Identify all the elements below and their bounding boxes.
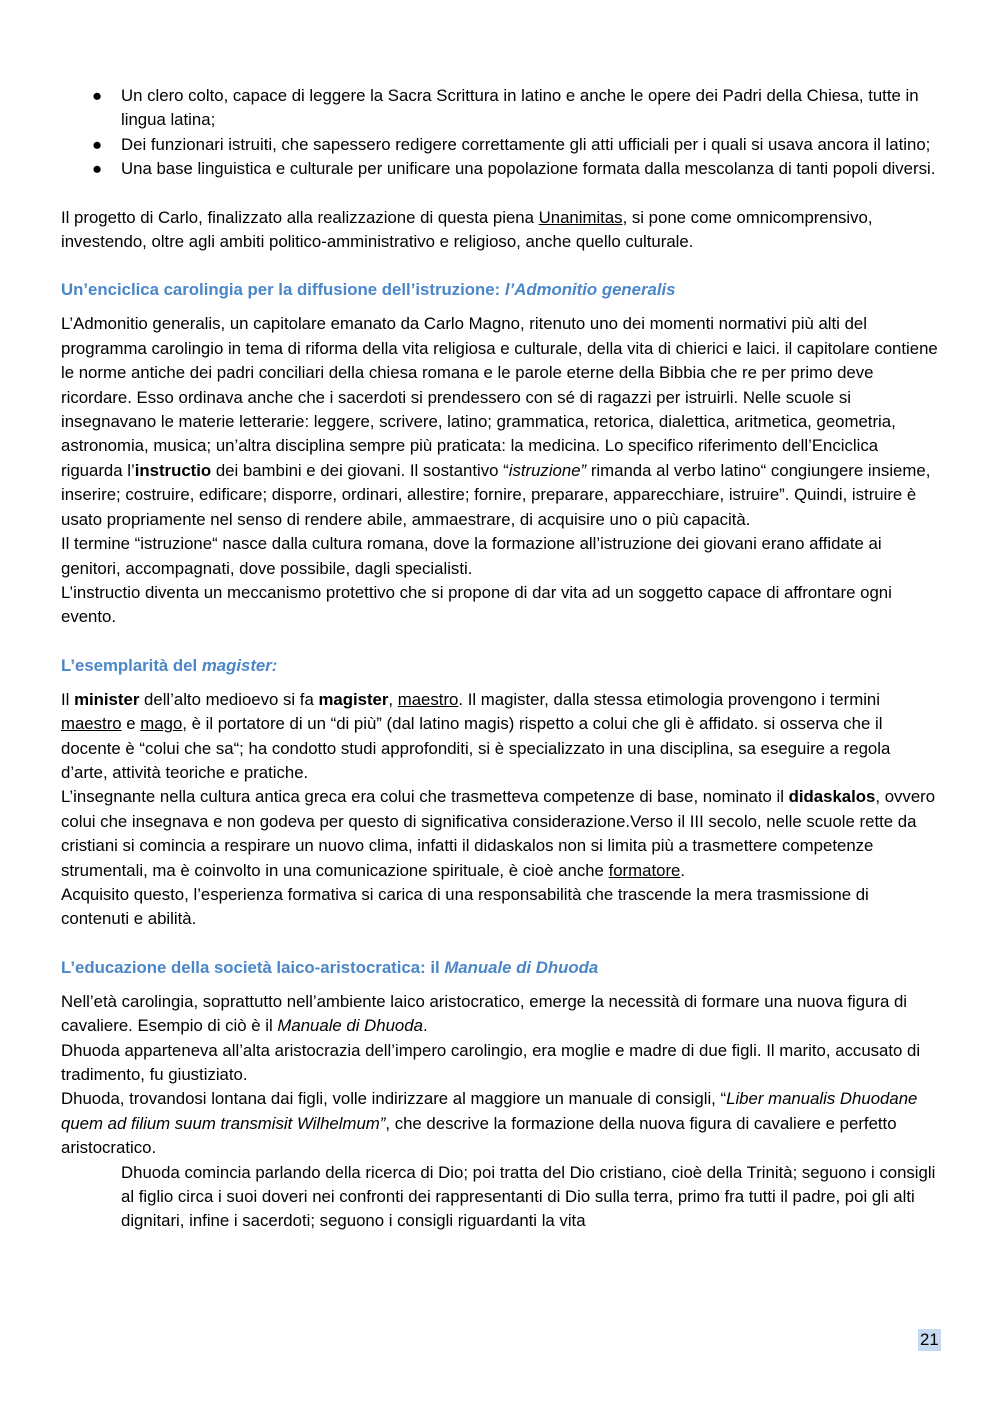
underlined-term: Unanimitas [538, 207, 623, 227]
italic-term: istruzione” [508, 460, 587, 480]
paragraph: Il termine “istruzione“ nasce dalla cultura romana, dove la formazione all’istruzione dei giovani erano affidate ai genitori, accompagnati, dove possibile, dagli specialisti. [61, 534, 882, 578]
paragraph: L’instructio diventa un meccanismo protettivo che si propone di dar vita ad un soggetto capace di affrontare ogni evento. [61, 582, 892, 627]
bullet-icon: ● [92, 86, 103, 105]
italic-term: Liber manualis Dhuodane quem ad filium suum transmisit Wilhelmum” [61, 1089, 918, 1133]
underlined-term: maestro [61, 714, 122, 734]
paragraph: Dhuoda, trovandosi lontana dai figli, volle indirizzare al maggiore un manuale di consigli, “Liber manualis Dhuodane quem ad filium suum transmisit Wilhelmum”, che descrive la formazione della nuova figura di cavaliere e perfetto aristocratico. [61, 1089, 918, 1158]
underlined-term: maestro [397, 689, 459, 709]
section-heading-dhuoda: L’educazione della società laico-aristocratica: il Manuale di Dhuoda [61, 957, 599, 977]
bullet-list [61, 84, 941, 182]
bullet-icon: ● [92, 134, 103, 154]
list-item: ● Dei funzionari istruiti, che sapessero redigere correttamente gli atti ufficiali per i quali si usava ancora il latino; [61, 133, 941, 157]
bold-term: magister [318, 689, 389, 709]
paragraph: L’insegnante nella cultura antica greca era colui che trasmetteva competenze di base, nominato il didaskalos, ovvero colui che insegnava e non godeva per questo di significativa considerazione.Verso il III secolo, nelle scuole rette da cristiani si comincia a respirare un nuovo clima, infatti il didaskalos non si limita più a trasmettere competenze strumentali, ma è coinvolto in una comunicazione spirituale, è cioè anche formatore. [61, 787, 936, 880]
list-item: ● Un clero colto, capace di leggere la Sacra Scrittura in latino e anche le opere dei Padri della Chiesa, tutte in lingua latina; [92, 86, 919, 130]
paragraph: L’Admonitio generalis, un capitolare emanato da Carlo Magno, ritenuto uno dei momenti normativi più alti del programma carolingio in tema di riforma della vita religiosa e culturale, della vita di chierici e laici. il capitolare contiene le norme antiche dei padri conciliari della chiesa romana e le parole eterne della Bibbia che re per primo deve ricordare. Esso ordinava anche che i sacerdoti si prendessero con sé di ragazzi per istruirli. Nelle scuole si insegnavano le materie letterarie: leggere, scrivere, latino; grammatica, retorica, dialettica, aritmetica, geometria, astronomia, musica; un’altra disciplina sempre più praticata: la medicina. Lo specifico riferimento dell’Enciclica riguarda l’instructio dei bambini e dei giovani. Il sostantivo “istruzione” rimanda al verbo latino“ congiungere insieme, inserire; costruire, edificare; disporre, ordinari, allestire; fornire, preparare, apparecchiare, istruire”. Quindi, istruire è usato propriamente nel senso di rendere abile, ammaestrare, di acquisire uno o più capacità. [61, 314, 938, 529]
italic-term: Manuale di Dhuoda [277, 1016, 423, 1036]
paragraph: Il minister dell’alto medioevo si fa magister, maestro. Il magister, dalla stessa etimologia provengono i termini maestro e mago, è il portatore di un “di più” (dal latino magis) rispetto a colui che gli è affidato. si osserva che il docente è “colui che sa“; ha condotto studi approfonditi, si è specializzato in una disciplina, sa eseguire a regola d’arte, attività teoriche e pratiche. [61, 689, 891, 782]
paragraph: Dhuoda apparteneva all’alta aristocrazia dell’impero carolingio, era moglie e madre di due figli. Il marito, accusato di tradimento, fu giustiziato. [61, 1040, 921, 1084]
bold-term: didaskalos [788, 787, 876, 807]
intro-paragraph: Il progetto di Carlo, finalizzato alla realizzazione di questa piena Unanimitas, si pone come omnicomprensivo, investendo, oltre agli ambiti politico-amministrativo e religioso, anche quello culturale. [61, 207, 873, 252]
bullet-icon: ● [92, 159, 103, 179]
section-heading-admonitio: Un’enciclica carolingia per la diffusione dell’istruzione: l’Admonitio generalis [61, 280, 676, 300]
document-page [61, 84, 941, 1234]
bold-term: minister [74, 689, 140, 709]
list-item: ● Una base linguistica e culturale per unificare una popolazione formata dalla mescolanza di tanti popoli diversi. [61, 157, 941, 181]
page-number: 21 [920, 1330, 939, 1349]
bold-term: instructio [134, 460, 212, 480]
paragraph: Acquisito questo, l’esperienza formativa si carica di una responsabilità che trascende la mera trasmissione di contenuti e abilità. [61, 884, 869, 929]
underlined-term: formatore [608, 860, 681, 880]
underlined-term: mago [140, 714, 183, 734]
paragraph: Nell’età carolingia, soprattutto nell’ambiente laico aristocratico, emerge la necessità di formare una nuova figura di cavaliere. Esempio di ciò è il Manuale di Dhuoda. [61, 991, 908, 1036]
section-heading-magister: L’esemplarità del magister: [61, 655, 278, 675]
indented-paragraph: Dhuoda comincia parlando della ricerca di Dio; poi tratta del Dio cristiano, cioè della Trinità; seguono i consigli al figlio circa i suoi doveri nei confronti dei rappresentanti di Dio sulla terra, primo fra tutti il padre, poi gli alti dignitari, infine i sacerdoti; seguono i consigli riguardanti la vita [121, 1162, 936, 1231]
